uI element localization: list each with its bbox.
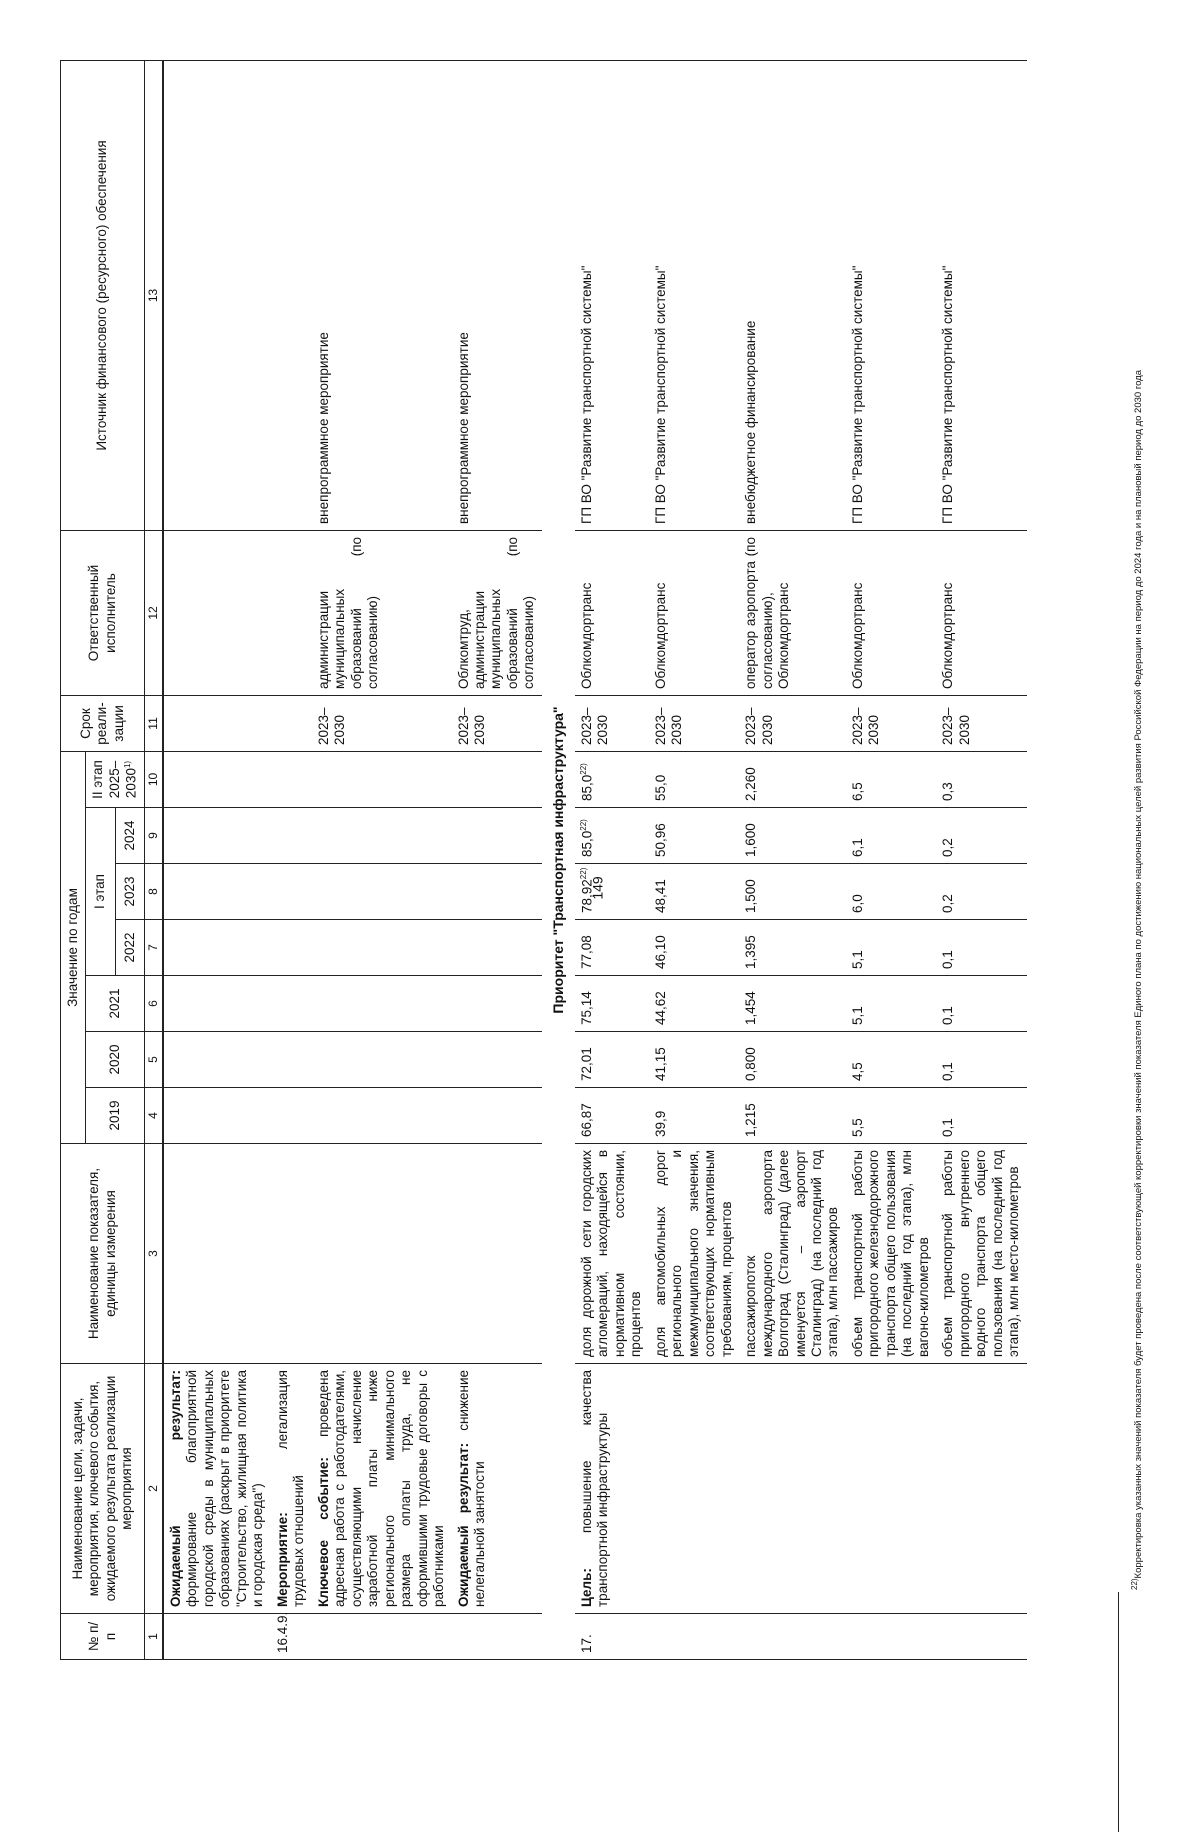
value-2022	[739, 920, 846, 976]
col-number: 12	[145, 530, 163, 695]
table-row	[452, 61, 542, 1660]
value-cell	[271, 808, 312, 864]
value-2023	[739, 864, 846, 920]
responsible-cell: оператор аэропорта (по согласованию), Облкомдортранс	[739, 530, 846, 695]
value-2021	[575, 976, 649, 1032]
indicator-cell	[452, 1144, 542, 1364]
header-values-group: Значение по годам	[61, 751, 86, 1143]
priority-section	[542, 61, 575, 1660]
value-2020	[575, 1032, 649, 1088]
term-cell: 2023–2030	[452, 695, 542, 751]
value-2019	[575, 1088, 649, 1144]
value-2022	[649, 920, 739, 976]
value-text: 85,0	[579, 830, 595, 857]
value-2023	[936, 864, 1026, 920]
source-cell: внепрограммное мероприятие	[452, 61, 542, 531]
value-2023	[575, 864, 649, 920]
value-text: 6,0	[849, 894, 865, 913]
value-2024	[575, 808, 649, 864]
value-cell	[312, 920, 452, 976]
value-text: 1,395	[743, 935, 759, 969]
col-number: 1	[145, 1614, 163, 1660]
item-name-label: Цель:	[578, 1568, 594, 1607]
term-cell	[163, 695, 271, 751]
col-number: 9	[145, 808, 163, 864]
footnote-ref: 22)	[578, 819, 588, 831]
value-cell	[271, 1088, 312, 1144]
col-number: 8	[145, 864, 163, 920]
value-text: 78,92	[579, 879, 595, 913]
row-number	[312, 1614, 452, 1660]
footnote-ref: 22)	[578, 763, 588, 775]
value-cell	[163, 920, 271, 976]
header-num: № п/п	[61, 1614, 145, 1660]
value-2030	[846, 751, 936, 807]
header-responsible: Ответственный исполнитель	[61, 530, 145, 695]
value-text: 48,41	[652, 879, 668, 913]
header-stage-1: I этап	[86, 808, 115, 976]
column-number-row	[145, 61, 163, 1660]
responsible-cell: Облкомдортранс	[936, 530, 1026, 695]
value-cell	[163, 976, 271, 1032]
value-text: 46,10	[652, 935, 668, 969]
value-2021	[846, 976, 936, 1032]
row-number	[163, 1614, 271, 1660]
indicator-text: доля дорожной сети городских агломераций, находящейся в нормативном состоянии, процентов	[575, 1144, 649, 1364]
value-cell	[163, 751, 271, 807]
value-2019	[846, 1088, 936, 1144]
item-name-label: Ключевое событие:	[315, 1457, 331, 1607]
value-cell	[271, 751, 312, 807]
col-number: 6	[145, 976, 163, 1032]
header-term: Срок реали-зации	[61, 695, 145, 751]
value-2022	[936, 920, 1026, 976]
item-name	[575, 1364, 1027, 1614]
col-number: 3	[145, 1144, 163, 1364]
value-cell	[452, 920, 542, 976]
page-number: 149	[589, 876, 606, 900]
value-2030	[575, 751, 649, 807]
header-source: Источник финансового (ресурсного) обеспечения	[61, 61, 145, 531]
term-cell: 2023–2030	[649, 695, 739, 751]
footnote-text: Корректировка указанных значений показателя будет проведена после соответствующей корректировки значений показателя Единого плана по достижению национальных целей развития Российской Федерации на период до 2024 года и на плановый период до 2030 года	[1133, 370, 1145, 1579]
item-name	[452, 1364, 542, 1614]
value-2020	[936, 1032, 1026, 1088]
header-2023: 2023	[115, 864, 144, 920]
value-2030	[649, 751, 739, 807]
item-name-label: Мероприятие:	[274, 1512, 290, 1607]
value-text: 1,215	[743, 1103, 759, 1137]
value-text: 6,1	[849, 838, 865, 857]
value-text: 72,01	[578, 1047, 594, 1081]
indicator-text: пассажиропоток международного аэропорта Волгоград (Сталинград) (далее именуется – аэропорт Сталинград) (на последний год этапа), млн пассажиров	[739, 1144, 846, 1364]
value-text: 4,5	[849, 1062, 865, 1081]
source-cell: ГП ВО "Развитие транспортной системы"	[649, 61, 739, 531]
value-text: 55,0	[652, 774, 668, 801]
header-2022: 2022	[115, 920, 144, 976]
value-cell	[452, 808, 542, 864]
header-name: Наименование цели, задачи, мероприятия, ключевого события, ожидаемого результата реализации мероприятия	[61, 1364, 145, 1614]
item-name	[312, 1364, 452, 1614]
value-text: 5,1	[849, 1006, 865, 1025]
item-name-label: Ожидаемый результат:	[168, 1370, 183, 1607]
source-cell: ГП ВО "Развитие транспортной системы"	[575, 61, 649, 531]
value-text: 5,5	[849, 1118, 865, 1137]
value-2019	[936, 1088, 1026, 1144]
responsible-cell: Облкомдортранс	[846, 530, 936, 695]
value-text: 0,800	[743, 1047, 759, 1081]
value-2021	[649, 976, 739, 1032]
value-cell	[452, 1088, 542, 1144]
col-number: 2	[145, 1364, 163, 1614]
value-text: 77,08	[578, 935, 594, 969]
item-name-text: формирование благоприятной городской среды в муниципальных образованиях (раскрыт в приоритете "Строительство, жилищная политика и городская среда")	[184, 1370, 266, 1607]
value-2020	[649, 1032, 739, 1088]
value-text: 44,62	[652, 991, 668, 1025]
term-cell: 2023–2030	[575, 695, 649, 751]
source-cell	[163, 61, 271, 531]
plan-table	[60, 60, 1027, 1660]
indicator-text: доля автомобильных дорог регионального и межмуниципального значения, соответствующих нормативным требованиям, процентов	[649, 1144, 739, 1364]
value-text: 5,1	[849, 950, 865, 969]
value-text: 0,1	[940, 950, 956, 969]
value-text: 0,1	[940, 1006, 956, 1025]
value-cell	[312, 808, 452, 864]
value-text: 1,500	[743, 879, 759, 913]
value-2019	[739, 1088, 846, 1144]
indicator-text: объем транспортной работы пригородного внутреннего водного транспорта общего пользования (на последний год этапа), млн место-километров	[936, 1144, 1026, 1364]
value-2024	[649, 808, 739, 864]
value-text: 85,0	[579, 774, 595, 801]
value-2021	[739, 976, 846, 1032]
source-cell: ГП ВО "Развитие транспортной системы"	[936, 61, 1026, 531]
indicator-row	[575, 61, 649, 1660]
indicator-text: объем транспортной работы пригородного железнодорожного транспорта общего пользования (на последний год этапа), млн вагоно-километров	[846, 1144, 936, 1364]
term-cell: 2023–2030	[846, 695, 936, 751]
value-cell	[452, 1032, 542, 1088]
value-cell	[312, 751, 452, 807]
value-cell	[163, 1088, 271, 1144]
value-text: 66,87	[578, 1103, 594, 1137]
source-cell	[271, 61, 312, 531]
footnote-ref: 22)	[578, 867, 588, 880]
responsible-cell	[271, 530, 312, 695]
responsible-cell: администрации муниципальных образований (по согласованию)	[312, 530, 452, 695]
value-2030	[739, 751, 846, 807]
item-name-label: Ожидаемый результат:	[455, 1442, 471, 1607]
item-name-text: проведена адресная работа с работодателями, осуществляющими начисление заработной платы ниже регионального минимального размера оплаты труда, не оформившими трудовые договоры с работниками	[315, 1370, 447, 1607]
table-row	[271, 61, 312, 1660]
value-text: 0,3	[940, 782, 956, 801]
item-name	[163, 1364, 271, 1614]
source-cell: внебюджетное финансирование	[739, 61, 846, 531]
value-cell	[163, 808, 271, 864]
row-number	[452, 1614, 542, 1660]
value-2024	[936, 808, 1026, 864]
value-cell	[312, 1088, 452, 1144]
value-text: 0,1	[940, 1118, 956, 1137]
term-cell: 2023–2030	[936, 695, 1026, 751]
value-cell	[312, 1032, 452, 1088]
col-number: 5	[145, 1032, 163, 1088]
value-2030	[936, 751, 1026, 807]
value-text: 0,2	[940, 894, 956, 913]
value-cell	[271, 976, 312, 1032]
term-cell	[271, 695, 312, 751]
item-name-text: легализация трудовых отношений	[274, 1370, 307, 1607]
value-2023	[649, 864, 739, 920]
table-row	[163, 61, 271, 1660]
value-2024	[846, 808, 936, 864]
header-2019: 2019	[86, 1088, 145, 1144]
value-cell	[452, 751, 542, 807]
table-body-top	[163, 61, 542, 1660]
row-number: 17.	[575, 1614, 1027, 1660]
priority-row	[542, 61, 575, 1660]
responsible-cell: Облкомтруд, администрации муниципальных образований (по согласованию)	[452, 530, 542, 695]
value-cell	[271, 920, 312, 976]
value-2021	[936, 976, 1026, 1032]
responsible-cell: Облкомдортранс	[575, 530, 649, 695]
responsible-cell	[163, 530, 271, 695]
value-2022	[846, 920, 936, 976]
value-cell	[452, 976, 542, 1032]
col-number: 11	[145, 695, 163, 751]
value-text: 0,1	[940, 1062, 956, 1081]
value-cell	[312, 864, 452, 920]
value-cell	[312, 976, 452, 1032]
item-name-text: снижение нелегальной занятости	[455, 1369, 487, 1607]
header-stage-2: II этап 2025–2030$^{1)}$	[86, 751, 145, 807]
term-cell: 2023–2030	[739, 695, 846, 751]
value-text: 1,600	[743, 823, 759, 857]
value-text: 1,454	[743, 991, 759, 1025]
col-number: 4	[145, 1088, 163, 1144]
header-2024: 2024	[115, 808, 144, 864]
footnote	[1130, 90, 1144, 1590]
value-2022	[575, 920, 649, 976]
footnote-rule	[1118, 1592, 1119, 1832]
table-body-indicators	[575, 61, 1027, 1660]
indicator-cell	[312, 1144, 452, 1364]
col-number: 7	[145, 920, 163, 976]
rotated-page	[60, 60, 1140, 1660]
row-number: 16.4.9.	[271, 1614, 312, 1660]
value-text: 2,260	[743, 767, 759, 801]
footnote-mark: 22)	[1130, 1578, 1139, 1590]
col-number: 13	[145, 61, 163, 531]
value-text: 50,96	[652, 823, 668, 857]
value-cell	[163, 1032, 271, 1088]
indicator-cell	[163, 1144, 271, 1364]
item-name-text: повышение качества транспортной инфраструктуры	[578, 1370, 611, 1607]
value-text: 6,5	[849, 782, 865, 801]
value-2020	[739, 1032, 846, 1088]
responsible-cell: Облкомдортранс	[649, 530, 739, 695]
indicator-cell	[271, 1144, 312, 1364]
value-2023	[846, 864, 936, 920]
header-indicator: Наименование показателя, единицы измерения	[61, 1144, 145, 1364]
value-cell	[163, 864, 271, 920]
value-2019	[649, 1088, 739, 1144]
priority-title: Приоритет "Транспортная инфраструктура"	[542, 61, 575, 1660]
term-cell: 2023–2030	[312, 695, 452, 751]
source-cell: внепрограммное мероприятие	[312, 61, 452, 531]
header-2020: 2020	[86, 1032, 145, 1088]
col-number: 10	[145, 751, 163, 807]
value-cell	[452, 864, 542, 920]
header-2021: 2021	[86, 976, 145, 1032]
item-name	[271, 1364, 312, 1614]
table-row	[312, 61, 452, 1660]
source-cell: ГП ВО "Развитие транспортной системы"	[846, 61, 936, 531]
value-text: 41,15	[652, 1047, 668, 1081]
value-cell	[271, 1032, 312, 1088]
value-2024	[739, 808, 846, 864]
value-text: 0,2	[940, 838, 956, 857]
value-text: 75,14	[578, 991, 594, 1025]
value-cell	[271, 864, 312, 920]
value-2020	[846, 1032, 936, 1088]
value-text: 39,9	[652, 1110, 668, 1137]
